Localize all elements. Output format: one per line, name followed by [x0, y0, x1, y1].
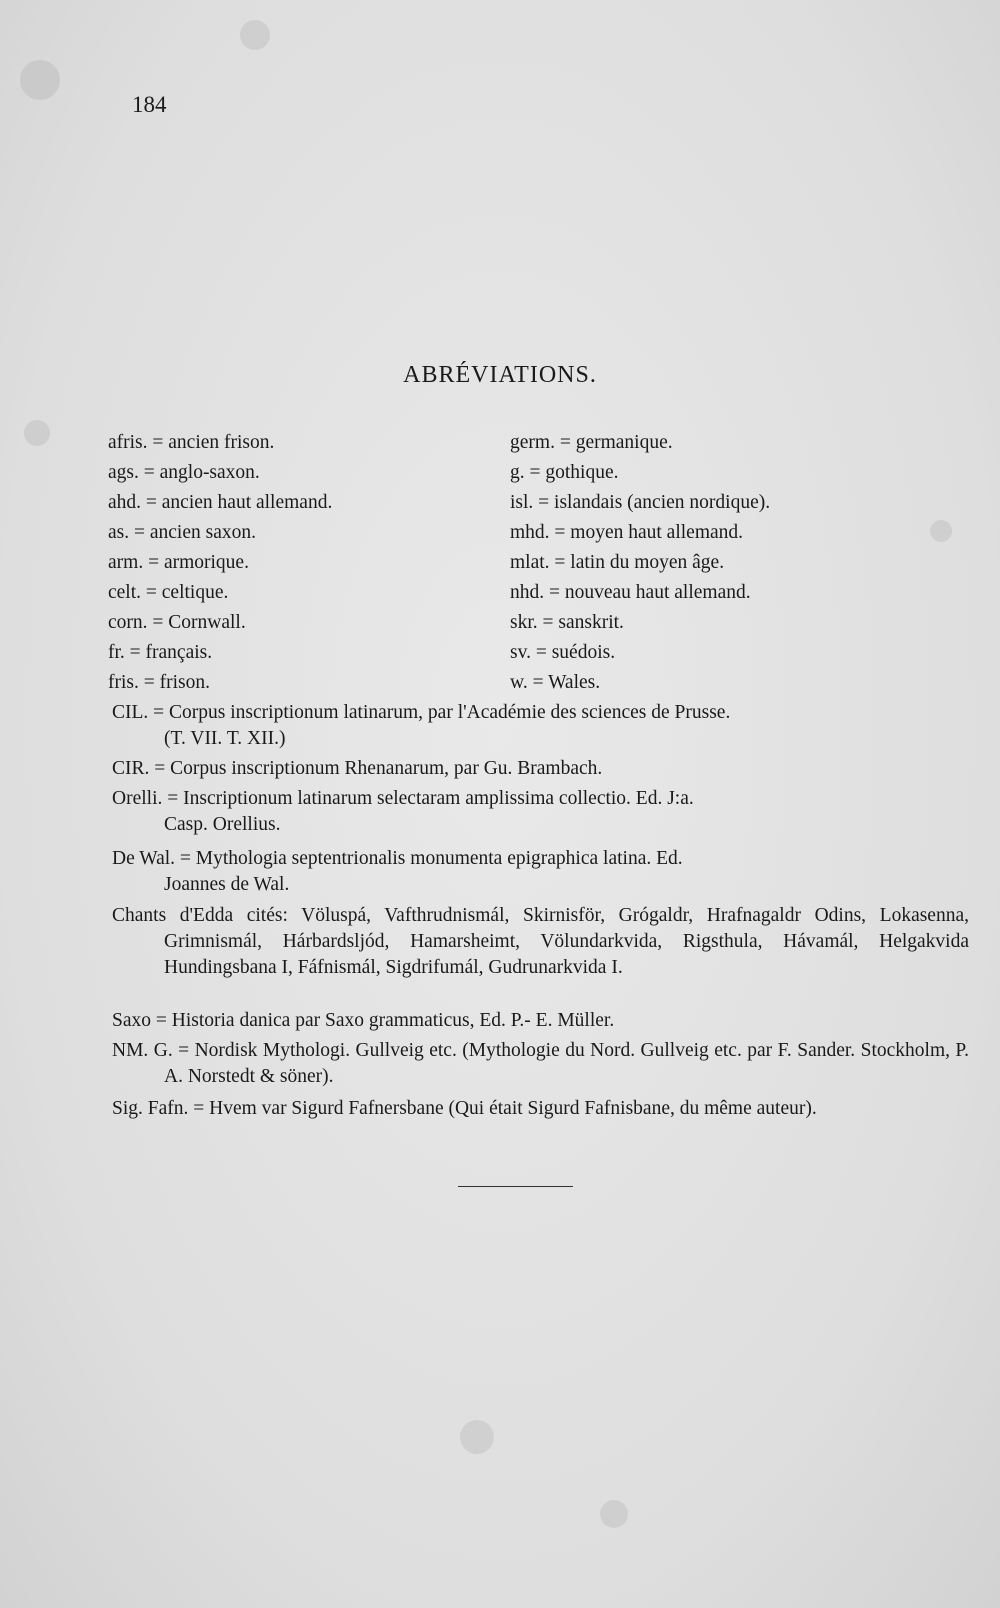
page-title: ABRÉVIATIONS. — [403, 362, 597, 388]
abbreviation-item: fr. = français. — [108, 642, 213, 663]
stain-mark — [930, 520, 952, 542]
abbreviation-item: ahd. = ancien haut allemand. — [108, 492, 333, 513]
entry-line: Casp. Orellius. — [164, 814, 281, 835]
bibliography-entry-chants: Chants d'Edda cités: Völuspá, Vafthrudnismál, Skirnisför, Grógaldr, Hrafnagaldr Odins, Lokasenna, Grimnismál, Hárbardsljód, Hamarsheimt, Völundarkvida, Rigsthula, Hávamál, Helgakvida Hundingsbana I, Fáfnismál, Sigdrifumál, Gudrunarkvida I. — [112, 905, 969, 978]
abbreviation-item: germ. = germanique. — [510, 432, 673, 453]
abbreviation-item: celt. = celtique. — [108, 582, 229, 603]
bibliography-entry-saxo: Saxo = Historia danica par Saxo grammaticus, Ed. P.- E. Müller. — [112, 1010, 615, 1031]
abbreviation-item: mhd. = moyen haut allemand. — [510, 522, 744, 543]
abbreviation-item: g. = gothique. — [510, 462, 619, 483]
abbreviation-item: ags. = anglo-saxon. — [108, 462, 260, 483]
abbreviation-item: isl. = islandais (ancien nordique). — [510, 492, 771, 513]
entry-line: Orelli. = Inscriptionum latinarum selectaram amplissima collectio. Ed. J:a. — [112, 788, 694, 809]
abbreviation-item: as. = ancien saxon. — [108, 522, 256, 543]
entry-line: (T. VII. T. XII.) — [164, 728, 286, 749]
bibliography-entry-sig: Sig. Fafn. = Hvem var Sigurd Fafnersbane (Qui était Sigurd Fafnisbane, du même auteur). — [112, 1098, 817, 1119]
stain-mark — [240, 20, 270, 50]
entry-line: CIL. = Corpus inscriptionum latinarum, par l'Académie des sciences de Prusse. — [112, 702, 731, 723]
abbreviation-item: w. = Wales. — [510, 672, 601, 693]
page-number: 184 — [132, 92, 167, 117]
abbreviation-item: afris. = ancien frison. — [108, 432, 275, 453]
entry-line: De Wal. = Mythologia septentrionalis monumenta epigraphica latina. Ed. — [112, 848, 683, 869]
abbreviation-item: corn. = Cornwall. — [108, 612, 246, 633]
abbreviation-item: fris. = frison. — [108, 672, 210, 693]
abbreviation-item: arm. = armorique. — [108, 552, 249, 573]
bibliography-entry-cir: CIR. = Corpus inscriptionum Rhenanarum, par Gu. Brambach. — [112, 758, 603, 779]
bibliography-entry-de-wal — [112, 846, 917, 898]
stain-mark — [24, 420, 50, 446]
bibliography-entry-nm: NM. G. = Nordisk Mythologi. Gullveig etc. (Mythologie du Nord. Gullveig etc. par F. Sander. Stockholm, P. A. Norstedt & söner). — [112, 1040, 969, 1087]
stain-mark — [600, 1500, 628, 1528]
abbreviation-item: sv. = suédois. — [510, 642, 616, 663]
bibliography-entry-orelli — [112, 786, 917, 838]
bibliography-entry-cil — [112, 700, 917, 752]
abbreviation-item: mlat. = latin du moyen âge. — [510, 552, 725, 573]
stain-mark — [460, 1420, 494, 1454]
entry-line: Joannes de Wal. — [164, 874, 290, 895]
abbreviation-item: nhd. = nouveau haut allemand. — [510, 582, 751, 603]
divider-rule — [458, 1186, 573, 1187]
abbreviation-item: skr. = sanskrit. — [510, 612, 624, 633]
stain-mark — [20, 60, 60, 100]
